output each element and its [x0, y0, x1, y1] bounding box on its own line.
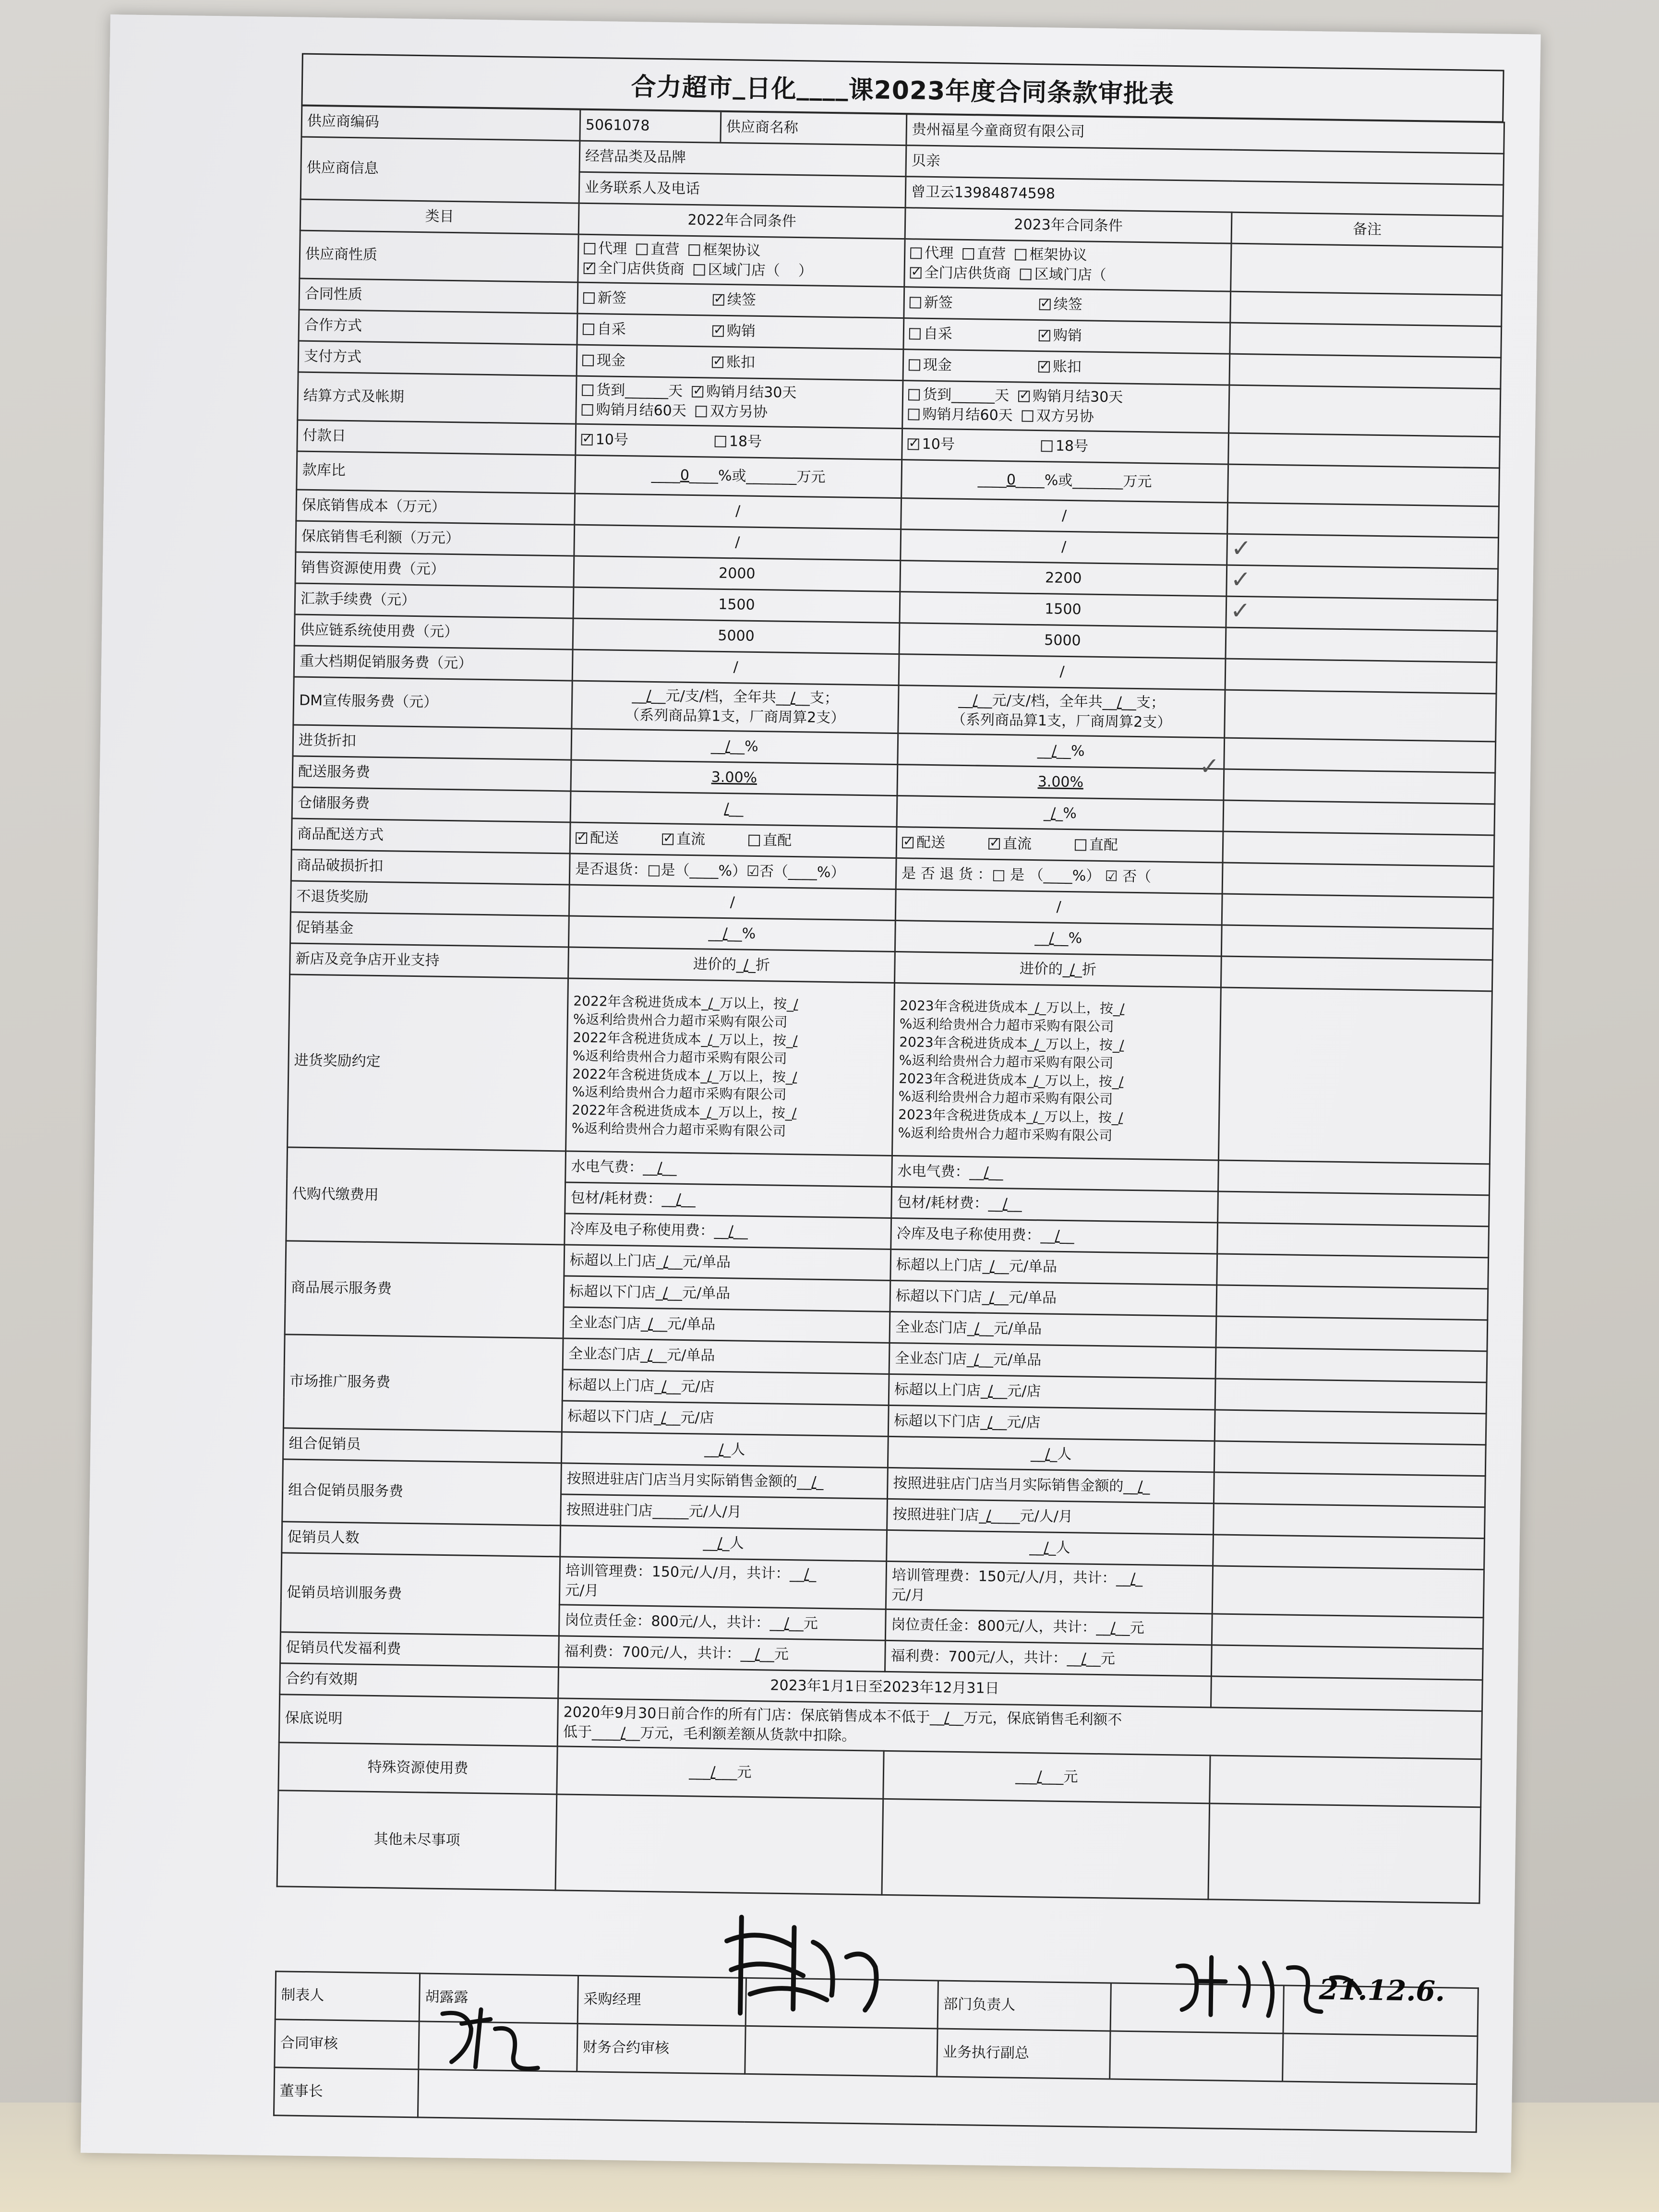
train-label: 促销员培训服务费 — [280, 1553, 560, 1636]
reward-2023: 2023年含税进货成本_/_万以上，按_/ %返利给贵州合力超市采购有限公司 2023年含税进货成本_/_万以上，按_/ %返利给贵州合力超市采购有限公司 2023年含税进货成本_/_万以上，按_/ %返利给贵州合力超市采购有限公司 2023年含税进货成本_/_万以上，按_/ %返利给贵州合力超市采购有限公司 — [892, 983, 1221, 1160]
checked-box-icon — [662, 833, 673, 845]
newstore-label: 新店及竞争店开业支持 — [290, 943, 569, 978]
remark-cell — [1211, 1676, 1482, 1711]
res-fee-label: 销售资源使用费（元） — [295, 552, 574, 587]
noreturn-2022: / — [569, 885, 896, 920]
y2023-header: 2023年合同条件 — [905, 208, 1232, 243]
valid-value: 2023年1月1日至2023年12月31日 — [558, 1667, 1212, 1707]
remark-cell — [1223, 800, 1495, 835]
handwritten-date: 21.12.6. — [1319, 1973, 1445, 2008]
damage-2023: 是 否 退 货 ：□ 是 （____%） ☑ 否（ — [896, 858, 1223, 894]
checked-box-icon — [712, 356, 723, 368]
cold-2023: 冷库及电子称使用费：__/__ — [891, 1218, 1218, 1253]
remark-cell — [1218, 1191, 1490, 1226]
promo-fee-label: 重大档期促销服务费（元） — [294, 646, 573, 681]
remark-cell — [1214, 1410, 1486, 1445]
dm-fee-label: DM宣传服务费（元） — [293, 677, 572, 729]
other-2023 — [882, 1799, 1210, 1899]
newstore-2022: 进价的_/_折 — [568, 947, 895, 983]
welfare-label: 促销员代发福利费 — [280, 1632, 559, 1667]
approval-form — [274, 53, 1504, 2100]
pack-2022: 包材/耗材费：__/__ — [565, 1182, 892, 1218]
damage-label: 商品破损折扣 — [291, 850, 570, 885]
remark-cell — [1222, 863, 1494, 898]
settle-2022: 货到______天 ✓ 购销月结30天 购销月结60天 双方另协 — [576, 376, 903, 428]
maker-label: 制表人 — [275, 1972, 420, 2021]
guarantee-value: 2020年9月30日前合作的所有门店：保底销售成本不低于__/__万元，保底销售毛利额不 低于____/__万元，毛利额差额从货款中扣除。 — [557, 1698, 1482, 1759]
paper-sheet — [81, 14, 1541, 2173]
group-fee-label: 组合促销员服务费 — [282, 1459, 562, 1526]
form-title: 合力超市 _ 日化 ____ 课2023年度合同条款审批表 — [301, 53, 1504, 123]
duty-2023: 岗位责任金：800元/人，共计：__/__元 — [885, 1609, 1212, 1645]
min-gp-2022: / — [574, 525, 901, 560]
checked-box-icon — [907, 438, 919, 450]
remark-cell — [1226, 565, 1498, 600]
finance-sign-cell — [745, 2026, 938, 2077]
checked-box-icon — [576, 832, 587, 843]
remark-cell — [1221, 925, 1493, 960]
remit-fee-label: 汇款手续费（元） — [295, 583, 574, 618]
damage-2022: 是否退货：□是（____%）☑否（____%） — [569, 854, 896, 889]
remark-cell — [1227, 503, 1499, 538]
supplier-name: 贵州福星今童商贸有限公司 — [906, 114, 1504, 154]
duty-2022: 岗位责任金：800元/人，共计：__/__元 — [559, 1605, 886, 1640]
remark-cell — [1214, 1503, 1485, 1539]
remark-cell — [1229, 354, 1501, 389]
supplier-info-label: 供应商信息 — [301, 137, 580, 203]
display-below-2022: 标超以下门店_/__元/单品 — [564, 1276, 890, 1311]
ratio-2022: ____0____%或_______万元 — [575, 455, 902, 498]
contract-terms-table — [276, 105, 1505, 1904]
checkbox-icon — [1015, 249, 1026, 260]
pr-count-label: 促销员人数 — [282, 1522, 561, 1557]
min-gp-label: 保底销售毛利额（万元） — [296, 521, 575, 556]
table-row — [277, 1791, 1481, 1903]
remark-cell — [1215, 1379, 1487, 1414]
settle-2023: 货到______天 ✓ 购销月结30天 购销月结60天 双方另协 — [902, 381, 1229, 433]
category-header: 类目 — [300, 199, 579, 234]
market-below-2023: 标超以下门店_/__元/店 — [888, 1405, 1215, 1441]
remark-cell — [1217, 1223, 1489, 1258]
cold-2022: 冷库及电子称使用费：__/__ — [565, 1214, 891, 1249]
supplier-code-label: 供应商编码 — [301, 106, 580, 141]
remark-cell — [1222, 894, 1493, 929]
proxy-label: 代购代缴费用 — [286, 1147, 566, 1245]
remark-header: 备注 — [1231, 212, 1503, 247]
water-2023: 水电气费：__/__ — [892, 1155, 1219, 1191]
pay-method-label: 支付方式 — [298, 341, 577, 376]
water-2022: 水电气费：__/__ — [565, 1151, 892, 1187]
scm-fee-label: 供应链系统使用费（元） — [294, 614, 573, 649]
nature-2022: 代理 直营 框架协议 ✓全门店供货商 区域门店（ ） — [578, 234, 905, 287]
remark-cell — [1216, 1316, 1488, 1351]
handwritten-tick-icon: ✓ — [1230, 565, 1251, 594]
coop-2023: 自采✓ 购销 — [903, 318, 1230, 354]
remark-cell — [1218, 1160, 1490, 1195]
newstore-2023: 进价的_/_折 — [894, 952, 1221, 987]
scm-fee-2023: 5000 — [899, 623, 1226, 659]
checked-box-icon — [692, 386, 703, 397]
fund-2023: __/__% — [895, 921, 1222, 956]
display-below-2023: 标超以下门店_/__元/单品 — [890, 1280, 1217, 1316]
pay-day-2023: ✓ 10号 18号 — [902, 429, 1229, 464]
remark-cell — [1210, 1755, 1481, 1807]
pr-count-2022: __/_人 — [560, 1526, 887, 1561]
delivery-fee-label: 配送服务费 — [292, 756, 571, 791]
checkbox-icon — [584, 243, 595, 254]
remark-cell — [1216, 1285, 1488, 1320]
delivery-fee-2022: 3.00% — [571, 760, 898, 795]
checkbox-icon — [1020, 268, 1032, 280]
welfare-2023: 福利费：700元/人，共计：__/__元 — [885, 1640, 1212, 1676]
fund-2022: __/__% — [568, 916, 895, 951]
checked-box-icon — [1039, 299, 1051, 310]
checked-box-icon — [581, 434, 593, 445]
remark-cell — [1226, 596, 1498, 631]
checked-box-icon — [1039, 330, 1050, 341]
market-all-2023: 全业态门店_/__元/单品 — [889, 1343, 1216, 1378]
remark-cell — [1208, 1803, 1481, 1903]
dm-fee-2023: __/__元/支/档，全年共__/__支； （系列商品算1支，厂商周算2支） — [898, 685, 1225, 738]
storage-fee-2023: _/_% — [897, 796, 1224, 831]
ctype-2022: 新签✓ 续签 — [577, 282, 904, 318]
remark-cell — [1230, 323, 1502, 358]
checked-box-icon — [910, 267, 921, 278]
remark-cell — [1221, 956, 1492, 991]
pay-day-label: 付款日 — [297, 420, 576, 455]
remark-cell — [1211, 1645, 1483, 1680]
display-label: 商品展示服务费 — [285, 1241, 565, 1338]
ctype-label: 合同性质 — [299, 278, 578, 313]
other-2022 — [555, 1794, 883, 1895]
remark-cell — [1215, 1347, 1487, 1382]
pack-2023: 包材/耗材费：__/__ — [891, 1187, 1218, 1222]
remark-cell — [1212, 1566, 1484, 1618]
remark-cell — [1213, 1535, 1485, 1570]
market-below-2022: 标超以下门店_/__元/店 — [562, 1401, 889, 1436]
res-fee-2023: 2200 — [900, 561, 1227, 596]
ship-way-label: 商品配送方式 — [291, 818, 570, 854]
noreturn-2023: / — [895, 890, 1222, 925]
ctype-2023: 新签✓ 续签 — [904, 287, 1231, 323]
group-fee-l2-2022: 按照进驻门店_____元/人/月 — [561, 1494, 888, 1530]
handwritten-tick-icon: ✓ — [1199, 752, 1220, 781]
vp-label: 业务执行副总 — [937, 2029, 1110, 2079]
display-above-2022: 标超以上门店_/__元/单品 — [564, 1245, 891, 1280]
special-2022: ___/___元 — [557, 1746, 884, 1799]
min-cost-label: 保底销售成本（万元） — [296, 490, 575, 525]
market-all-2022: 全业态门店_/__元/单品 — [563, 1338, 890, 1374]
market-above-2022: 标超以上门店_/__元/店 — [562, 1370, 889, 1405]
table-row — [288, 974, 1492, 1164]
pay-day-2022: ✓ 10号 18号 — [576, 424, 902, 459]
scm-fee-2022: 5000 — [573, 618, 900, 654]
display-above-2023: 标超以上门店_/__元/单品 — [890, 1249, 1217, 1285]
remark-cell — [1227, 534, 1499, 569]
dm-fee-2022: __/__元/支/档，全年共__/__支； （系列商品算1支，厂商周算2支） — [572, 681, 899, 733]
nature-2023: 代理 直营 框架协议 ✓全门店供货商 区域门店（ — [904, 239, 1231, 291]
group-pr-2022: __/_人 — [561, 1432, 888, 1467]
title-suffix: 课2023年度合同条款审批表 — [848, 75, 1175, 109]
min-cost-2022: / — [575, 493, 902, 529]
chair-label: 董事长 — [274, 2068, 418, 2117]
noreturn-label: 不退货奖励 — [290, 881, 569, 916]
discount-2023: __/__% — [898, 733, 1225, 769]
remark-cell — [1225, 690, 1496, 742]
remark-cell — [1223, 831, 1494, 866]
brand-value: 贝亲 — [906, 145, 1504, 185]
y2022-header: 2022年合同条件 — [578, 203, 905, 239]
coop-label: 合作方式 — [299, 310, 577, 345]
group-fee-l2-2023: 按照进驻门店_/____元/人/月 — [887, 1499, 1214, 1534]
pay-method-2023: 现金✓ 账扣 — [903, 349, 1230, 385]
min-cost-2023: / — [901, 498, 1228, 534]
contact-value: 曾卫云13984874598 — [905, 177, 1503, 216]
remark-cell — [1225, 659, 1497, 694]
remark-cell — [1230, 291, 1502, 326]
finance-label: 财务合约审核 — [577, 2023, 745, 2074]
remark-cell — [1226, 627, 1497, 662]
remark-cell — [1217, 1254, 1489, 1289]
review-label: 合同审核 — [275, 2020, 419, 2069]
remit-fee-2022: 1500 — [573, 587, 900, 623]
remark-cell — [1218, 987, 1492, 1164]
blank-cell — [1283, 2033, 1478, 2084]
guarantee-label: 保底说明 — [279, 1695, 558, 1746]
ship-way-2023: ✓ 配送✓ 直流 直配 — [896, 827, 1223, 863]
reward-label: 进货奖励约定 — [288, 974, 568, 1151]
discount-label: 进货折扣 — [293, 725, 572, 760]
remark-cell — [1228, 433, 1500, 468]
buyer-signature-icon — [721, 1898, 905, 2030]
nature-label: 供应商性质 — [300, 230, 578, 282]
market-label: 市场推广服务费 — [283, 1334, 563, 1432]
display-all-2022: 全业态门店_/__元/单品 — [563, 1307, 890, 1343]
coop-2022: 自采✓ 购销 — [577, 313, 904, 349]
valid-label: 合约有效期 — [280, 1663, 559, 1698]
checked-box-icon — [1018, 390, 1030, 402]
group-pr-2023: __/_人 — [888, 1436, 1214, 1472]
remark-cell — [1214, 1472, 1485, 1507]
remark-cell — [1214, 1441, 1486, 1476]
remark-cell — [1224, 738, 1496, 773]
promo-fee-2023: / — [899, 654, 1226, 690]
maker-name: 胡露露 — [419, 1973, 578, 2024]
checkbox-icon — [636, 243, 648, 255]
checked-box-icon — [988, 838, 1000, 849]
market-above-2023: 标超以上门店_/__元/店 — [889, 1374, 1215, 1409]
checked-box-icon — [902, 837, 914, 848]
display-all-2023: 全业态门店_/__元/单品 — [890, 1311, 1216, 1347]
vp-sign-cell — [1110, 2031, 1283, 2081]
handwritten-tick-icon: ✓ — [1230, 596, 1251, 625]
special-2023: ___/___元 — [883, 1751, 1210, 1803]
min-gp-2023: / — [901, 529, 1227, 565]
promo-fee-2022: / — [572, 649, 899, 685]
remark-cell — [1228, 464, 1500, 506]
res-fee-2022: 2000 — [574, 556, 901, 591]
title-dept: 日化 — [745, 73, 797, 104]
pr-count-2023: __/_人 — [887, 1530, 1214, 1565]
fund-label: 促销基金 — [290, 912, 569, 947]
remark-cell — [1229, 385, 1501, 437]
checked-box-icon — [713, 294, 724, 305]
handwritten-tick-icon: ✓ — [1231, 534, 1252, 563]
settle-label: 结算方式及帐期 — [298, 372, 577, 424]
train-l1-2022: 培训管理费：150元/人/月，共计：__/_ 元/月 — [559, 1557, 886, 1609]
remit-fee-2023: 1500 — [900, 592, 1226, 627]
discount-2022: __/__% — [571, 729, 898, 764]
reward-2022: 2022年含税进货成本_/_万以上，按_/ %返利给贵州合力超市采购有限公司 2022年含税进货成本_/_万以上，按_/ %返利给贵州合力超市采购有限公司 2022年含税进货成本_/_万以上，按_/ %返利给贵州合力超市采购有限公司 2022年含税进货成本_/_万以上，按_/ %返利给贵州合力超市采购有限公司 — [566, 978, 895, 1155]
supplier-code-cell — [580, 109, 907, 145]
checkbox-icon — [910, 247, 922, 259]
supplier-name-label: 供应商名称 — [726, 118, 799, 136]
checked-box-icon — [1038, 361, 1050, 373]
checkbox-icon — [688, 244, 700, 256]
checked-box-icon — [584, 262, 595, 274]
remark-cell — [1224, 769, 1495, 804]
welfare-2022: 福利费：700元/人，共计：__/__元 — [559, 1636, 886, 1671]
dept-head-label: 部门负责人 — [938, 1981, 1111, 2031]
storage-fee-2022: /__ — [570, 791, 897, 827]
supplier-code: 5061078 — [580, 110, 721, 142]
group-pr-label: 组合促销员 — [283, 1428, 562, 1463]
special-label: 特殊资源使用费 — [278, 1743, 557, 1794]
contact-label: 业务联系人及电话 — [579, 172, 906, 207]
storage-fee-label: 仓储服务费 — [292, 787, 571, 822]
group-fee-l1-2023: 按照进驻店门店当月实际销售金额的__/_ — [887, 1467, 1214, 1503]
ratio-2023: ____0____%或_______万元 — [902, 460, 1228, 503]
delivery-fee-2023: 3.00% — [897, 765, 1224, 800]
checkbox-icon — [962, 248, 974, 260]
review-signature-icon — [432, 1999, 558, 2078]
group-fee-l1-2022: 按照进驻店门店当月实际销售金额的__/_ — [561, 1463, 888, 1499]
remark-cell — [1212, 1614, 1483, 1649]
other-label: 其他未尽事项 — [277, 1791, 557, 1890]
pay-method-2022: 现金✓ 账扣 — [577, 345, 903, 380]
title-store: 合力超市 — [631, 72, 733, 103]
ratio-label: 款库比 — [297, 451, 576, 493]
ship-way-2022: ✓ 配送✓ 直流 直配 — [570, 822, 897, 858]
brand-label: 经营品类及品牌 — [579, 141, 906, 176]
train-l1-2023: 培训管理费：150元/人/月，共计：__/_ 元/月 — [886, 1561, 1213, 1613]
checkbox-icon — [694, 264, 705, 276]
buyer-label: 采购经理 — [577, 1976, 746, 2026]
checked-box-icon — [712, 325, 724, 337]
remark-cell — [1231, 243, 1503, 295]
